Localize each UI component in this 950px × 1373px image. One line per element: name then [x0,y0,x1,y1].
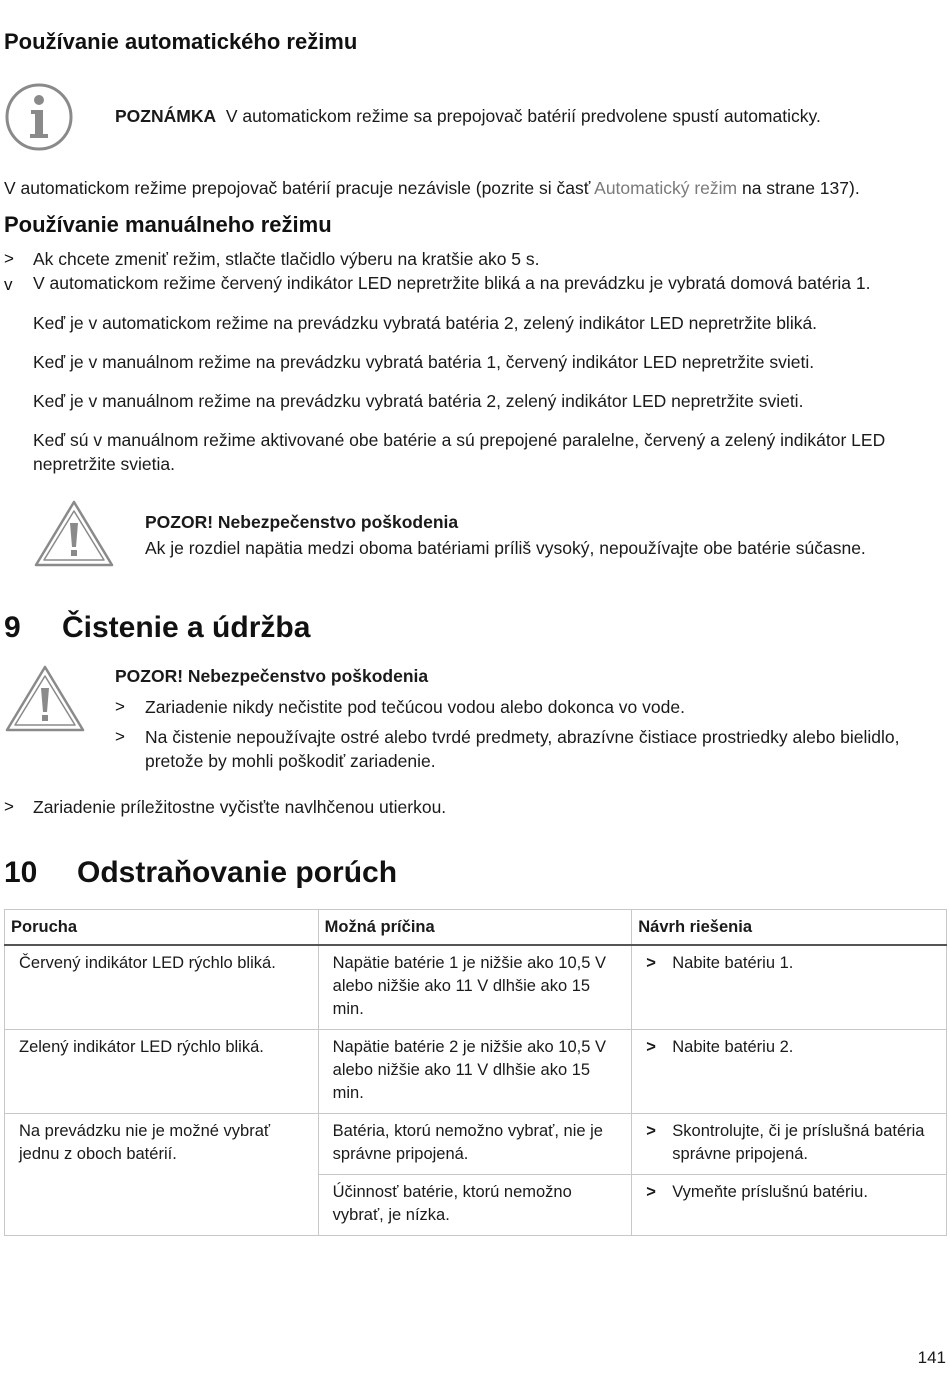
chapter-heading [4,855,397,891]
fault-cell: Na prevádzku nie je možné vybrať jednu z oboch batérií. [5,1114,319,1236]
warning-icon [4,664,86,740]
list-item [115,695,925,719]
chapter-heading [4,610,310,646]
heading-manual-mode: Používanie manuálneho režimu [4,212,332,237]
chapter-number: 10 [4,856,38,889]
arrow-icon: > [646,1122,656,1140]
cause-cell: Napätie batérie 2 je nižšie ako 10,5 V alebo nižšie ako 11 V dlhšie ako 15 min. [318,1030,632,1114]
solution-text: Nabite batériu 2. [672,1038,794,1056]
table-row [5,945,947,1030]
column-header: Porucha [5,910,319,946]
note-text [115,104,821,128]
table-row [5,1030,947,1114]
arrow-icon: > [115,697,125,716]
manual-paragraph: Keď je v manuálnom režime na prevádzku vybratá batéria 1, červený indikátor LED nepretržite svieti. [33,352,815,372]
page-number: 141 [917,1348,946,1367]
warning-icon [33,499,115,575]
solution-cell [632,1030,947,1114]
warning-text: Ak je rozdiel napätia medzi oboma batériami príliš vysoký, nepoužívajte obe batérie súčasne. [145,538,866,558]
solution-cell [632,945,947,1030]
troubleshooting-table [4,909,947,1236]
solution-text: Vymeňte príslušnú batériu. [672,1183,868,1201]
table-header-row [5,910,947,946]
solution-text: Skontrolujte, či je príslušná batéria správne pripojená. [672,1122,925,1163]
list-item [4,271,944,295]
cause-cell: Účinnosť batérie, ktorú nemožno vybrať, je nízka. [318,1175,632,1236]
step-text: Ak chcete zmeniť režim, stlačte tlačidlo výberu na kratšie ako 5 s. [33,249,540,269]
solution-cell [632,1175,947,1236]
solution-text: Nabite batériu 1. [672,954,794,972]
list-item [4,247,944,271]
table-row [5,1114,947,1175]
warning-item-text: Na čistenie nepoužívajte ostré alebo tvrdé predmety, abrazívne čistiace prostriedky alebo bielidlo, pretože by mohli poškodiť zariadenie. [145,727,900,771]
note-body: V automatickom režime sa prepojovač batérií predvolene spustí automaticky. [225,106,821,126]
chapter-title: Odstraňovanie porúch [77,856,398,889]
note-label: POZNÁMKA [115,106,217,126]
cause-cell: Napätie batérie 1 je nižšie ako 10,5 V alebo nižšie ako 11 V dlhšie ako 15 min. [318,945,632,1030]
auto-para-tail: na strane 137). [737,178,860,198]
column-header: Návrh riešenia [632,910,947,946]
warning-item-text: Zariadenie nikdy nečistite pod tečúcou vodou alebo dokonca vo vode. [145,697,685,717]
arrow-icon: > [646,1183,656,1201]
warning-title: POZOR! Nebezpečenstvo poškodenia [145,512,459,532]
heading-auto-mode: Používanie automatického režimu [4,29,358,54]
manual-paragraph: Keď je v automatickom režime na prevádzku vybratá batéria 2, zelený indikátor LED nepretržite bliká. [33,313,818,333]
solution-cell [632,1114,947,1175]
chapter-title: Čistenie a údržba [62,611,311,644]
list-item [115,725,925,775]
check-icon: v [4,275,13,294]
step-text: Zariadenie príležitostne vyčisťte navlhčenou utierkou. [33,797,447,817]
manual-paragraph: Keď sú v manuálnom režime aktivované obe batérie a sú prepojené paralelne, červený a zelený indikátor LED nepretržite svietia. [33,430,886,474]
cross-reference-link[interactable]: Automatický režim [594,178,738,198]
arrow-icon: > [115,727,125,746]
chapter-number: 9 [4,611,21,644]
manual-paragraph: Keď je v manuálnom režime na prevádzku vybratá batéria 2, zelený indikátor LED nepretržite svieti. [33,391,804,411]
column-header: Možná príčina [318,910,632,946]
cause-cell: Batéria, ktorú nemožno vybrať, nie je správne pripojená. [318,1114,632,1175]
fault-cell: Červený indikátor LED rýchlo bliká. [5,945,319,1030]
auto-mode-paragraph [4,176,944,200]
warning-title: POZOR! Nebezpečenstvo poškodenia [115,666,429,686]
fault-cell: Zelený indikátor LED rýchlo bliká. [5,1030,319,1114]
info-icon [4,82,74,158]
auto-para-text: V automatickom režime prepojovač batérií pracuje nezávisle (pozrite si časť [4,178,595,198]
arrow-icon: > [646,1038,656,1056]
arrow-icon: > [4,797,14,816]
list-item [4,795,944,819]
step-text: V automatickom režime červený indikátor LED nepretržite bliká a na prevádzku je vybratá domová batéria 1. [33,273,871,293]
arrow-icon: > [646,954,656,972]
arrow-icon: > [4,249,14,268]
